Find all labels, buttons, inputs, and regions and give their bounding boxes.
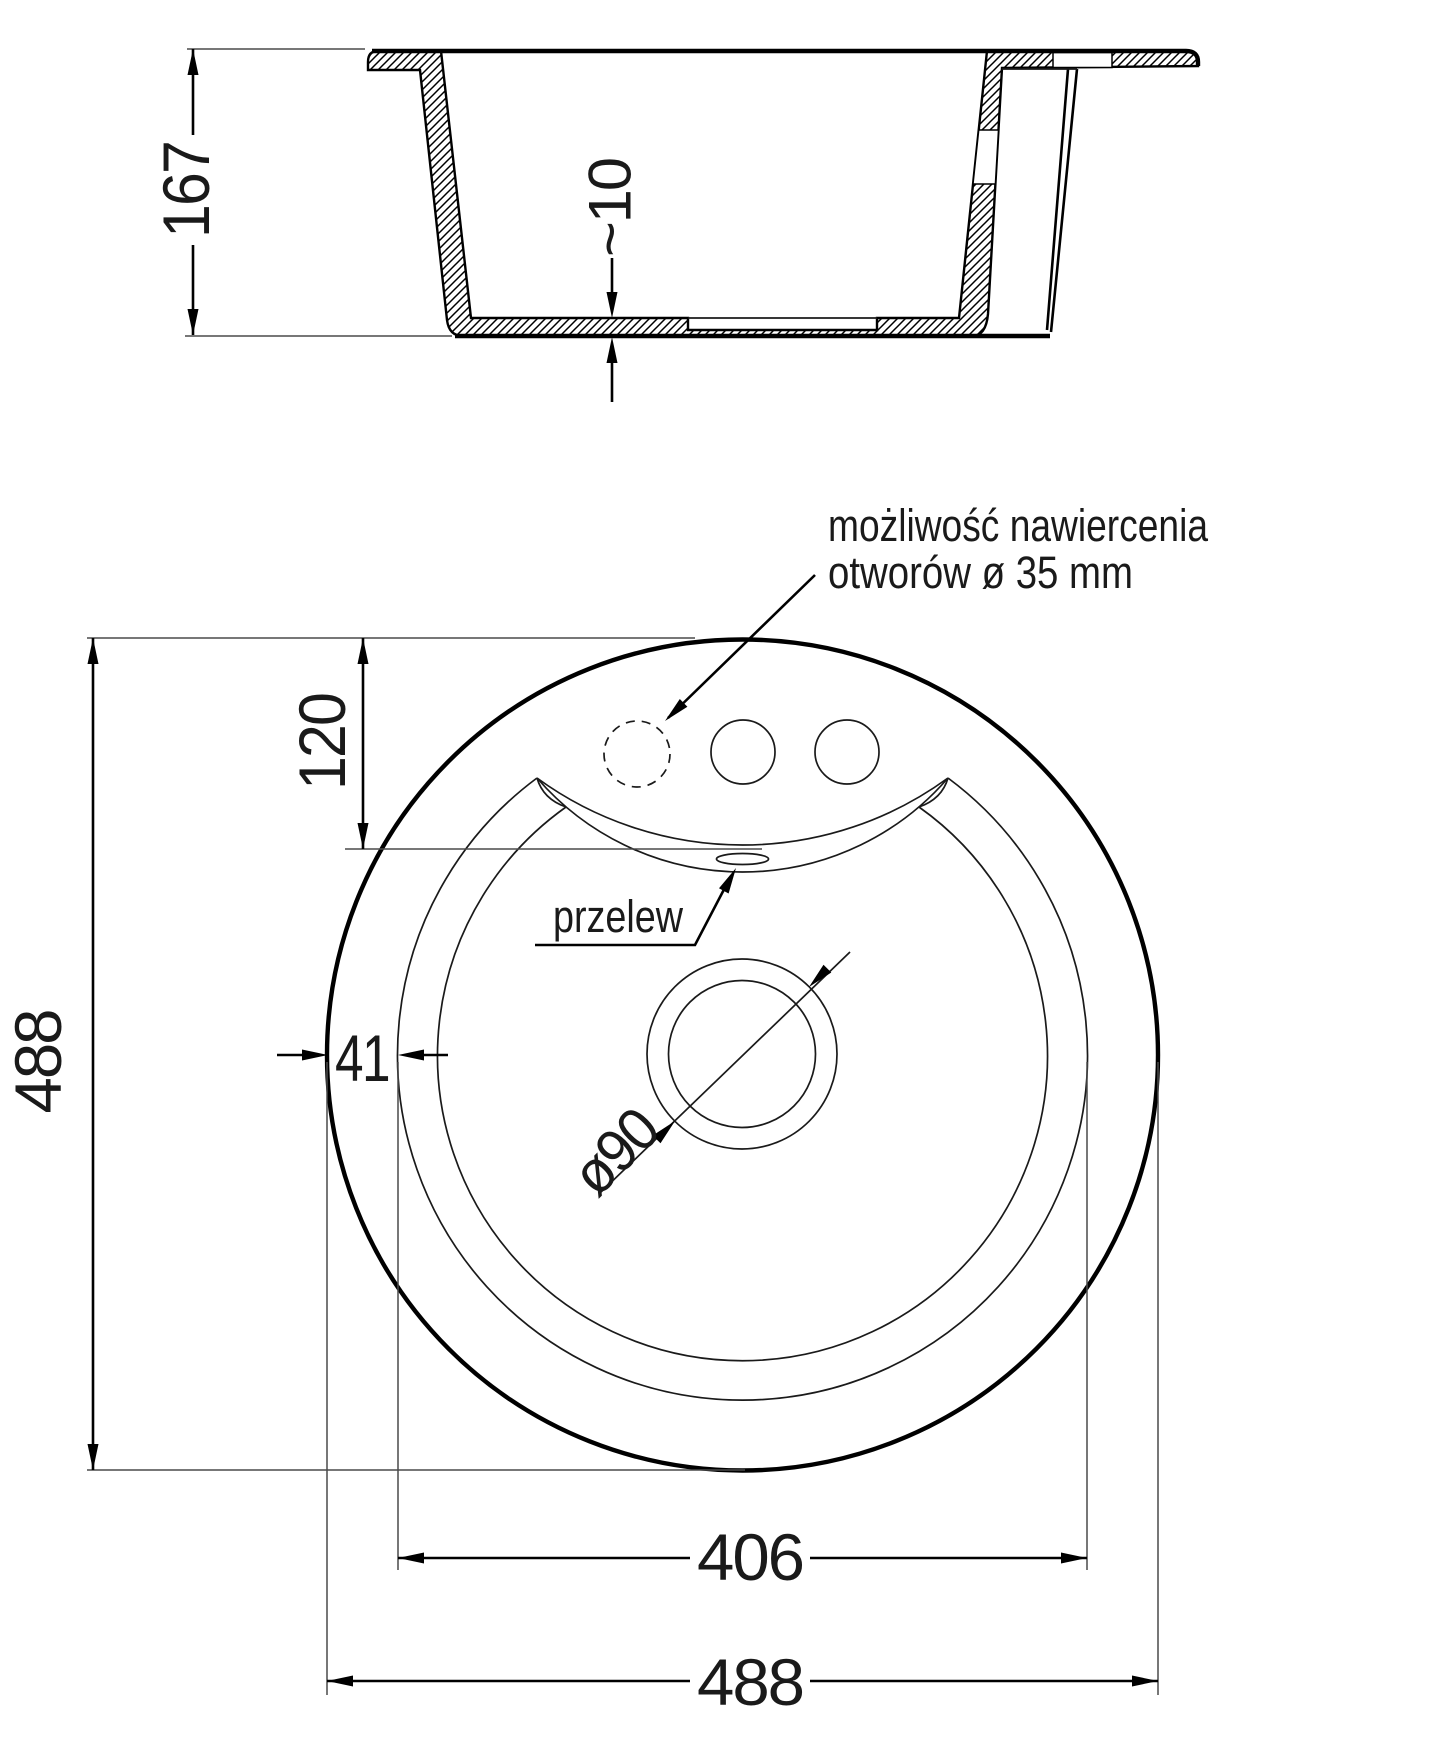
faucet-hole-optional-dashed [604, 721, 670, 787]
dim-488-vertical [1, 638, 99, 1470]
section-view [149, 49, 1198, 402]
dim-41-text: 41 [335, 1021, 389, 1095]
holes-note-line1: możliwość nawiercenia [828, 500, 1209, 551]
dim-488-horizontal [327, 1645, 1158, 1719]
overflow-channel-deck-gap [1053, 53, 1112, 68]
faucet-hole-2 [815, 720, 879, 784]
dim-167 [149, 49, 452, 336]
overflow-label: przelew [553, 891, 684, 942]
dim-41 [277, 1021, 448, 1095]
holes-note-line2: otworów ø 35 mm [828, 547, 1133, 598]
dim-488-horizontal-text: 488 [697, 1645, 803, 1719]
section-outer-cone-edge [1047, 69, 1077, 332]
dim-120-text: 120 [285, 685, 359, 790]
plan-view [1, 500, 1209, 1719]
dim-floor-text: ~10 [576, 161, 644, 257]
holes-note-leader-line [668, 575, 815, 718]
dim-floor-thickness [577, 158, 644, 402]
dim-406 [398, 1520, 1087, 1594]
dim-167-text: 167 [149, 133, 223, 238]
dim-drain-text: ø90 [558, 1091, 676, 1209]
dim-488-vertical-text: 488 [1, 1009, 75, 1114]
dim-120 [285, 638, 369, 849]
dim-406-text: 406 [697, 1520, 803, 1594]
faucet-hole-1 [711, 720, 775, 784]
overflow-slot [717, 854, 769, 865]
overflow-note [535, 868, 736, 945]
bowl-bottom-arc [437, 807, 1047, 1361]
